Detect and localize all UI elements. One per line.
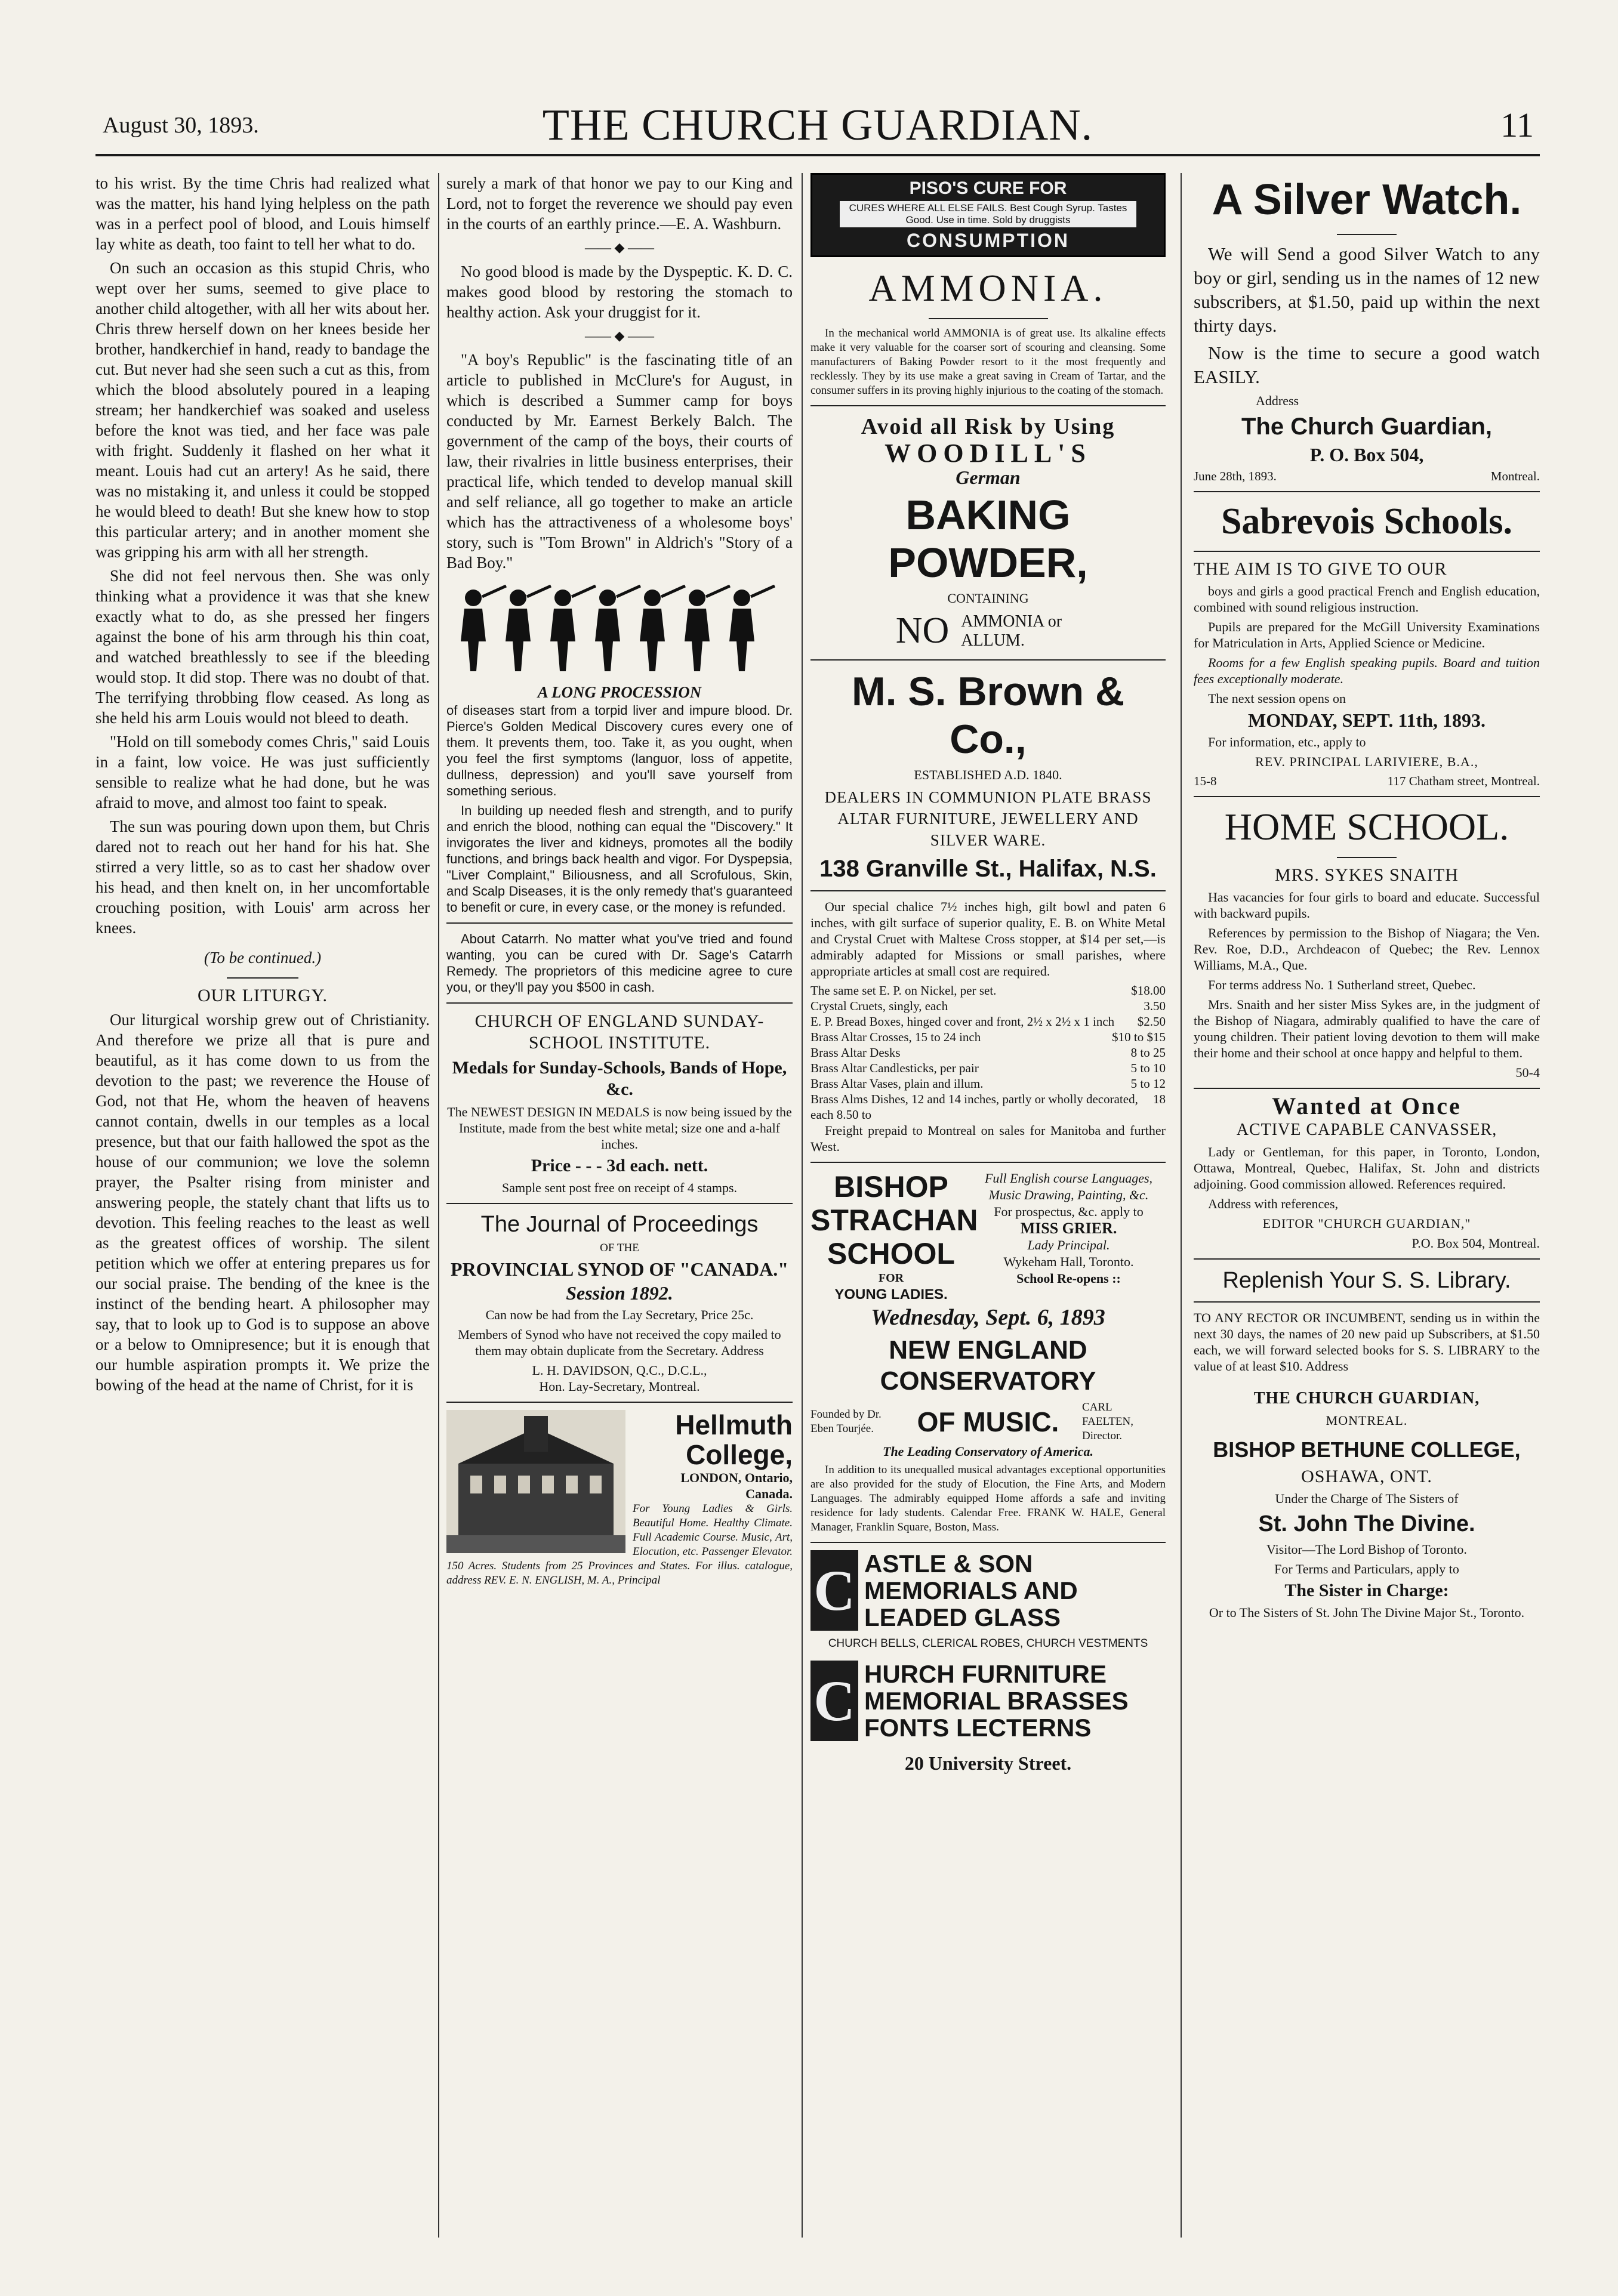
secretary-name: L. H. DAVIDSON, Q.C., D.C.L., — [532, 1363, 707, 1378]
established: ESTABLISHED A.D. 1840. — [914, 767, 1062, 782]
story-paragraph: to his wrist. By the time Chris had realized what was the matter, his hand lying helpless on the path was in a perfect pool of blood, and Louis himself lay white as death, too faint to tell her what to do. — [95, 174, 430, 253]
divider — [810, 659, 1166, 661]
column-divider — [1181, 173, 1182, 2238]
sabrevois-text: boys and girls a good practical French and English education, combined with sound religious instruction. — [1194, 584, 1540, 615]
item-price: $2.50 — [1137, 1014, 1166, 1029]
city-text: Montreal. — [1490, 469, 1540, 483]
principal-name: REV. PRINCIPAL LARIVIERE, B.A., — [1255, 754, 1478, 769]
lady-principal: Lady Principal. — [1027, 1238, 1110, 1252]
bishop-apply: For prospectus, &c. apply to — [994, 1204, 1144, 1219]
price-row — [810, 1076, 1166, 1091]
column-2 — [446, 173, 793, 2243]
dealers-text: DEALERS IN COMMUNION PLATE BRASS ALTAR FURNITURE, JEWELLERY AND SILVER WARE. — [824, 788, 1152, 849]
wanted-sub: ACTIVE CAPABLE CANVASSER, — [1236, 1121, 1497, 1139]
pisos-cure-text: CURES WHERE ALL ELSE FAILS. Best Cough Syrup. Tastes Good. Use in time. Sold by druggists — [840, 201, 1136, 227]
address-row — [1194, 773, 1540, 789]
medals-text: The NEWEST DESIGN IN MEDALS is now being issued by the Institute, made from the best white metal; size one and a-half inches. — [447, 1104, 792, 1152]
item-price: 5 to 10 — [1130, 1061, 1166, 1075]
divider — [446, 1002, 793, 1004]
page-header — [95, 95, 1540, 161]
sabrevois-date: MONDAY, SEPT. 11th, 1893. — [1248, 709, 1486, 731]
home-school-text: Mrs. Snaith and her sister Miss Sykes are, in the judgment of the Bishop of Niagara, admirably qualified to have the care of young children. Their patient loving devotion to them will make their home and their school at once happy and helpful to them. — [1194, 997, 1540, 1060]
ammonia-title: AMMONIA. — [868, 267, 1108, 309]
column-4 — [1194, 173, 1540, 2243]
divider — [1194, 1301, 1540, 1303]
story-paragraph: "Hold on till somebody comes Chris," said Louis in a faint, low voice. He was just sufficiently sensible to realize what he had done, but he was afraid to move, and almost too faint to speak. — [95, 733, 430, 811]
ornament-divider: —— ◆ —— — [585, 328, 654, 343]
divider — [446, 922, 793, 924]
replenish-title: Replenish Your S. S. Library. — [1222, 1268, 1511, 1293]
item-label: Brass Altar Crosses, 15 to 24 inch — [810, 1030, 981, 1044]
price-row — [810, 1091, 1166, 1122]
item-label: Brass Alms Dishes, 12 and 14 inches, partly or wholly decorated, each 8.50 to — [810, 1092, 1138, 1122]
ammonia-text: In the mechanical world AMMONIA is of great use. Its alkaline effects make it very valuable for the coarser sort of scouring and cleansing. Some manufacturers of Baking Powder resort to it the most frequently and recklessly. They by its use make a great saving in Cream of Tartar, and the consumer suffers in its proving highly injurious to the coating of the stomach. — [810, 327, 1166, 397]
divider — [929, 318, 1048, 319]
kdc-ad: No good blood is made by the Dyspeptic. K. D. C. makes good blood by restoring the stomach to healthy action. Ask your druggist for it. — [446, 263, 793, 321]
bishop-strachan-details — [972, 1170, 1166, 1304]
church-guardian-name: THE CHURCH GUARDIAN, — [1253, 1389, 1480, 1408]
medals-title: Medals for Sunday-Schools, Bands of Hope, &c. — [452, 1058, 787, 1099]
journal-title: The Journal of Proceedings — [480, 1212, 759, 1237]
silver-watch-text: We will Send a good Silver Watch to any boy or girl, sending us in the names of 12 new subscribers, at $1.50, paid up within the next thirty days. — [1194, 243, 1540, 336]
medals-price: Price - - - 3d each. nett. — [531, 1156, 708, 1175]
sample-note: Sample sent post free on receipt of 4 stamps. — [501, 1180, 738, 1195]
bishop-bethune-or: Or to The Sisters of St. John The Divine Major St., Toronto. — [1209, 1605, 1525, 1620]
header-rule — [95, 154, 1540, 156]
article-paragraph: "A boy's Republic" is the fascinating title of an article to published in McClure's for August, in which is described a Summer camp for boys conducted by Mr. Earnest Berkely Balch. The government of the camp of the boys, their courts of law, their rivalries in little business enterprises, their practical life, which tended to develop manual skill and self reliance, all go together to make an article which has the attractiveness of a wholesome boys' story, such is "Tom Brown" in Aldrich's "Story of a Bad Boy." — [446, 351, 793, 572]
avoid-risk: Avoid all Risk by Using — [861, 414, 1115, 439]
price-row — [810, 1029, 1166, 1045]
address-label: Address — [1256, 393, 1299, 408]
home-school-text: Has vacancies for four girls to board and educate. Successful with backward pupils. — [1194, 890, 1540, 921]
containing-label: CONTAINING — [947, 591, 1029, 606]
conservatory-text: In addition to its unequalled musical advantages exceptional opportunities are also provided for the study of Elocution, the Fine Arts, and Modern Languages. The admirably equipped Home affords a safe and inviting residence for lady students. Calendar Free. FRANK W. HALE, General Manager, Franklin Square, Boston, Mass. — [810, 1464, 1166, 1533]
column-divider — [802, 173, 803, 2238]
divider — [227, 977, 298, 979]
silver-watch-text: Now is the time to secure a good watch EASILY. — [1194, 342, 1540, 387]
bishop-strachan-ad — [810, 1170, 1166, 1304]
price-row — [810, 1060, 1166, 1076]
sabrevois-info: For information, etc., apply to — [1208, 735, 1366, 749]
journal-text: Members of Synod who have not received the copy mailed to them may obtain duplicate from the Secretary. Address — [458, 1327, 781, 1358]
bishop-strachan-title: BISHOP STRACHAN SCHOOL — [810, 1170, 978, 1270]
bishop-bethune-visitor: Visitor—The Lord Bishop of Toronto. — [1266, 1542, 1467, 1557]
issue-date: August 30, 1893. — [103, 113, 259, 138]
item-label: Brass Altar Candlesticks, per pair — [810, 1061, 979, 1075]
bishop-bethune-title: BISHOP BETHUNE COLLEGE, — [1213, 1437, 1521, 1462]
sister-in-charge: The Sister in Charge: — [1284, 1581, 1449, 1600]
freight-note: Freight prepaid to Montreal on sales for Manitoba and further West. — [810, 1123, 1166, 1154]
price-list — [810, 983, 1166, 1122]
catarrh-ad: About Catarrh. No matter what you've tried and found wanting, you can be cured with Dr. Sage's Catarrh Remedy. The proprietors of this medicine agree to cure you, or they'll pay you $500 in cash. — [446, 931, 793, 995]
price-row — [810, 1045, 1166, 1060]
divider — [1337, 234, 1397, 235]
chalice-text: Our special chalice 7½ inches high, gilt bowl and paten 6 inches, with gilt surface of superior quality, E. B. on White Metal and Crystal Cruet with Maltese Cross stopper, at $14 per set,—is admirably adapted for Missions or small parishes, where appropriate articles at small cost are required. — [810, 899, 1166, 979]
wanted-text: Lady or Gentleman, for this paper, in Toronto, London, Ottawa, Montreal, Quebec, Halifax, St. John and districts adjoining. Good commission allowed. References required. — [1194, 1144, 1540, 1192]
price-row — [810, 983, 1166, 998]
castle-son-sub: CHURCH BELLS, CLERICAL ROBES, CHURCH VESTMENTS — [828, 1637, 1148, 1650]
wanted-editor: EDITOR "CHURCH GUARDIAN," — [1262, 1216, 1471, 1231]
home-school-text: References by permission to the Bishop of Niagara; the Ven. Rev. Roe, D.D., Archdeacon of Quebec; the Rev. Lennox Williams, M.A., Que. — [1194, 925, 1540, 973]
brown-company: M. S. Brown & Co., — [851, 669, 1125, 762]
divider — [810, 1162, 1166, 1163]
divider — [446, 1402, 793, 1403]
divider — [1194, 796, 1540, 797]
story-paragraph: On such an occasion as this stupid Chris, who wept over her sums, seemed to give place to another child altogether, with all her wits about her. Chris threw herself down on her knees beside her brother, handkerchief in hand, ready to bandage the cut. But never had she seen such a cut as this, from which the blood absolutely poured in a leaping stream; her handkerchief was soaked and useless before the knot was tied, and her face was pale with fright. Suddenly it flashed on her what it meant. Louis had cut an artery! As he said, there was no mistaking it, and unless it could be stopped he would bleed to death! But she knew how to stop this particular artery; and in another moment she was gripping his arm with all her strength. — [95, 259, 430, 561]
synod-title: PROVINCIAL SYNOD OF "CANADA." — [451, 1258, 788, 1280]
column-3 — [810, 173, 1166, 2243]
masthead-title: THE CHURCH GUARDIAN. — [542, 101, 1093, 150]
institute-title: CHURCH OF ENGLAND SUNDAY-SCHOOL INSTITUTE. — [474, 1011, 765, 1053]
sabrevois-aim: THE AIM IS TO GIVE TO OUR — [1194, 559, 1447, 579]
college-building-illustration — [446, 1410, 625, 1553]
ad-text: of diseases start from a torpid liver and impure blood. Dr. Pierce's Golden Medical Discovery cures every one of them. It prevents them, too. Take it, as you ought, when you feel the first symptoms (languor, loss of appetite, dullness, depression) and you'll save yourself from something serious. — [446, 703, 793, 798]
procession-illustration — [446, 585, 793, 674]
ornamental-initial: C — [810, 1550, 858, 1631]
sabrevois-text: Pupils are prepared for the McGill University Examinations for Matriculation in Arts, Applied Science or Medicine. — [1194, 619, 1540, 650]
ad-heading: A LONG PROCESSION — [537, 683, 702, 701]
ornament-divider: —— ◆ —— — [585, 240, 654, 255]
divider — [1194, 551, 1540, 552]
woodill-name: WOODILL'S — [884, 439, 1092, 468]
journal-of-the: OF THE — [600, 1242, 639, 1254]
po-box: P. O. Box 504, — [1309, 444, 1424, 465]
item-price: $10 to $15 — [1112, 1030, 1166, 1044]
divider — [810, 1542, 1166, 1543]
to-be-continued: (To be continued.) — [204, 949, 322, 967]
sabrevois-text: Rooms for a few English speaking pupils. Board and tuition fees exceptionally moderate. — [1194, 655, 1540, 686]
article-paragraph: surely a mark of that honor we pay to our King and Lord, not to forget the reverence we should pay even in the courts of an earthly prince.—E. A. Washburn. — [446, 174, 793, 233]
article-paragraph: Our liturgical worship grew out of Christianity. And therefore we prize all that is pure and beautiful, as it has come down to us from the devotion to the past; we reverence the House of God, not that He, whom the heaven of heavens cannot contain, dwells in our temples as a local presence, but that our faith hallowed the spot as the house of our communion; we love the solemn prayer, the Psalter rising from minister and answering people, the stately chant that lifts us to devotion. This feeling reaches to the least as well as the greatest offices of worship. The silent petition which we offer at entering prepares us for our social praise. The bending of the knee is the instinct of the bending heart. A philosopher may say, that to look up to God is to suppose an above or a below to Omnipresence; but it is enough that our humble aspiration prompts it. We prize the bowing of the head at the name of Christ, for it is — [95, 1011, 430, 1394]
story-paragraph: The sun was pouring down upon them, but Chris dared not to reach out her hand for his hat. She stirred a very little, so as to cast her shadow over his head, and then knelt on, in her uncomfortable crouching position, with Louis' arm across her knees. — [95, 817, 430, 937]
castle-son-text: ASTLE & SON MEMORIALS AND LEADED GLASS — [864, 1550, 1078, 1631]
sabrevois-text: The next session opens on — [1208, 691, 1346, 706]
no-ammonia-text: AMMONIA or ALLUM. — [961, 612, 1062, 650]
consumption-text: CONSUMPTION — [907, 230, 1070, 251]
silver-watch-title: A Silver Watch. — [1212, 176, 1522, 224]
bishop-bethune-under: Under the Charge of The Sisters of — [1275, 1491, 1459, 1506]
miss-grier: MISS GRIER. — [1020, 1220, 1117, 1237]
pisos-cure-title: PISO'S CURE FOR — [909, 178, 1067, 198]
church-furniture-ad — [810, 1661, 1166, 1741]
item-label: Crystal Cruets, singly, each — [810, 999, 948, 1013]
item-price: 18 — [1153, 1092, 1166, 1106]
brown-address: 138 Granville St., Halifax, N.S. — [819, 856, 1157, 882]
school-reopens: School Re-opens :: — [1016, 1271, 1121, 1286]
pisos-cure-ad — [810, 173, 1166, 257]
conservatory-row — [810, 1400, 1166, 1443]
sabrevois-title: Sabrevois Schools. — [1221, 501, 1513, 542]
bishop-bethune-location: OSHAWA, ONT. — [1301, 1467, 1432, 1486]
item-price: $18.00 — [1131, 983, 1166, 998]
item-label: E. P. Bread Boxes, hinged cover and front, 2½ x 2½ x 1 inch — [810, 1014, 1115, 1029]
bishop-for: FOR — [878, 1272, 904, 1285]
church-furniture-text: HURCH FURNITURE MEMORIAL BRASSES FONTS LECTERNS — [864, 1661, 1129, 1741]
divider — [446, 1203, 793, 1204]
item-price: 8 to 25 — [1130, 1045, 1166, 1060]
leading-conservatory: The Leading Conservatory of America. — [883, 1444, 1093, 1459]
divider — [1337, 857, 1397, 858]
item-label: Brass Altar Vases, plain and illum. — [810, 1076, 984, 1091]
bishop-young-ladies: YOUNG LADIES. — [834, 1286, 948, 1303]
no-ammonia-row — [810, 610, 1166, 652]
item-label: The same set E. P. on Nickel, per set. — [810, 983, 997, 998]
hellmuth-title: Hellmuth College, — [675, 1409, 793, 1470]
castle-son-ad — [810, 1550, 1166, 1631]
wanted-box: P.O. Box 504, Montreal. — [1411, 1236, 1540, 1251]
home-school-title: HOME SCHOOL. — [1224, 806, 1509, 848]
date-row — [1194, 468, 1540, 484]
replenish-text: TO ANY RECTOR OR INCUMBENT, sending us in within the next 30 days, the names of 20 new paid up Subscribers, at $1.50 each, we will forward selected books for S. S. LIBRARY to the value of at least $10. Address — [1194, 1310, 1540, 1374]
ornamental-initial: C — [810, 1661, 858, 1741]
article-title: OUR LITURGY. — [197, 986, 328, 1005]
university-street: 20 University Street. — [904, 1752, 1072, 1774]
journal-text: Can now be had from the Lay Secretary, Price 25c. — [485, 1307, 754, 1322]
price-row — [810, 998, 1166, 1014]
wykeham-hall: Wykeham Hall, Toronto. — [1003, 1254, 1134, 1269]
wanted-title: Wanted at Once — [1272, 1093, 1462, 1119]
no-label: NO — [895, 610, 950, 651]
divider — [1194, 1258, 1540, 1260]
ad-code: 15-8 — [1194, 774, 1217, 788]
hellmuth-location: LONDON, Ontario, Canada. — [680, 1470, 793, 1501]
new-england-title: NEW ENGLAND CONSERVATORY — [880, 1335, 1096, 1396]
school-reopen-date: Wednesday, Sept. 6, 1893 — [871, 1305, 1105, 1330]
hellmuth-text: For Young Ladies & Girls. Beautiful Home. Healthy Climate. Full Academic Course. Music, Art, Elocution, etc. Passenger Elevator. 150 Acres. Students from 25 Provinces and States. For illus. catalogue, address REV. E. N. ENGLISH, M. A., Principal — [446, 1502, 793, 1587]
sabrevois-address: 117 Chatham street, Montreal. — [1387, 774, 1540, 788]
divider — [810, 890, 1166, 891]
price-row — [810, 1014, 1166, 1029]
bishop-course: Full English course Languages, Music Drawing, Painting, &c. — [984, 1171, 1153, 1202]
director: CARL FAELTEN, Director. — [1081, 1401, 1134, 1442]
ad-text: In building up needed flesh and strength, and to purify and enrich the blood, nothing can equal the "Discovery." It invigorates the liver and kidneys, promotes all the bodily functions, and brings back health and vigor. For Dyspepsia, "Liver Complaint," Biliousness, and all Scrofulous, Skin, and Scalp Diseases, it is the only remedy that's guaranteed to benefit or cure, in every case, or the money is refunded. — [446, 803, 793, 915]
secretary-title: Hon. Lay-Secretary, Montreal. — [539, 1379, 700, 1394]
column-divider — [438, 173, 439, 2238]
divider — [810, 405, 1166, 406]
german-label: German — [956, 467, 1021, 488]
church-guardian-name: The Church Guardian, — [1241, 413, 1493, 440]
item-price: 3.50 — [1144, 999, 1166, 1013]
montreal-label: MONTREAL. — [1326, 1413, 1408, 1428]
page-number: 11 — [1500, 106, 1534, 144]
bishop-bethune-terms: For Terms and Particulars, apply to — [1274, 1561, 1459, 1576]
session-title: Session 1892. — [566, 1282, 673, 1304]
hellmuth-ad — [446, 1410, 793, 1588]
wanted-address: Address with references, — [1208, 1196, 1339, 1211]
divider — [1194, 1088, 1540, 1089]
date-text: June 28th, 1893. — [1194, 469, 1277, 483]
home-school-mrs: MRS. SYKES SNAITH — [1275, 865, 1459, 885]
story-paragraph: She did not feel nervous then. She was only thinking what a providence it was that she knew exactly what to do, as she pressed her fingers against the bone of his arm through his thin coat, and watched breathlessly to see if the bleeding would stop. It did stop. There was no doubt of that. The terrifying throbbing flow ceased. As long as she held his arm Louis would not bleed to death. — [95, 567, 430, 727]
st-john-divine: St. John The Divine. — [1258, 1511, 1475, 1536]
divider — [1194, 491, 1540, 492]
column-1 — [95, 173, 430, 2243]
baking-powder-title: BAKING POWDER, — [888, 492, 1088, 586]
ad-code: 50-4 — [1515, 1065, 1540, 1080]
of-music: OF MUSIC. — [917, 1406, 1059, 1437]
item-price: 5 to 12 — [1130, 1076, 1166, 1091]
home-school-text: For terms address No. 1 Sutherland street, Quebec. — [1208, 977, 1476, 992]
founder: Founded by Dr. Eben Tourjée. — [810, 1408, 882, 1435]
bishop-strachan-block — [810, 1170, 978, 1304]
item-label: Brass Altar Desks — [810, 1045, 901, 1060]
